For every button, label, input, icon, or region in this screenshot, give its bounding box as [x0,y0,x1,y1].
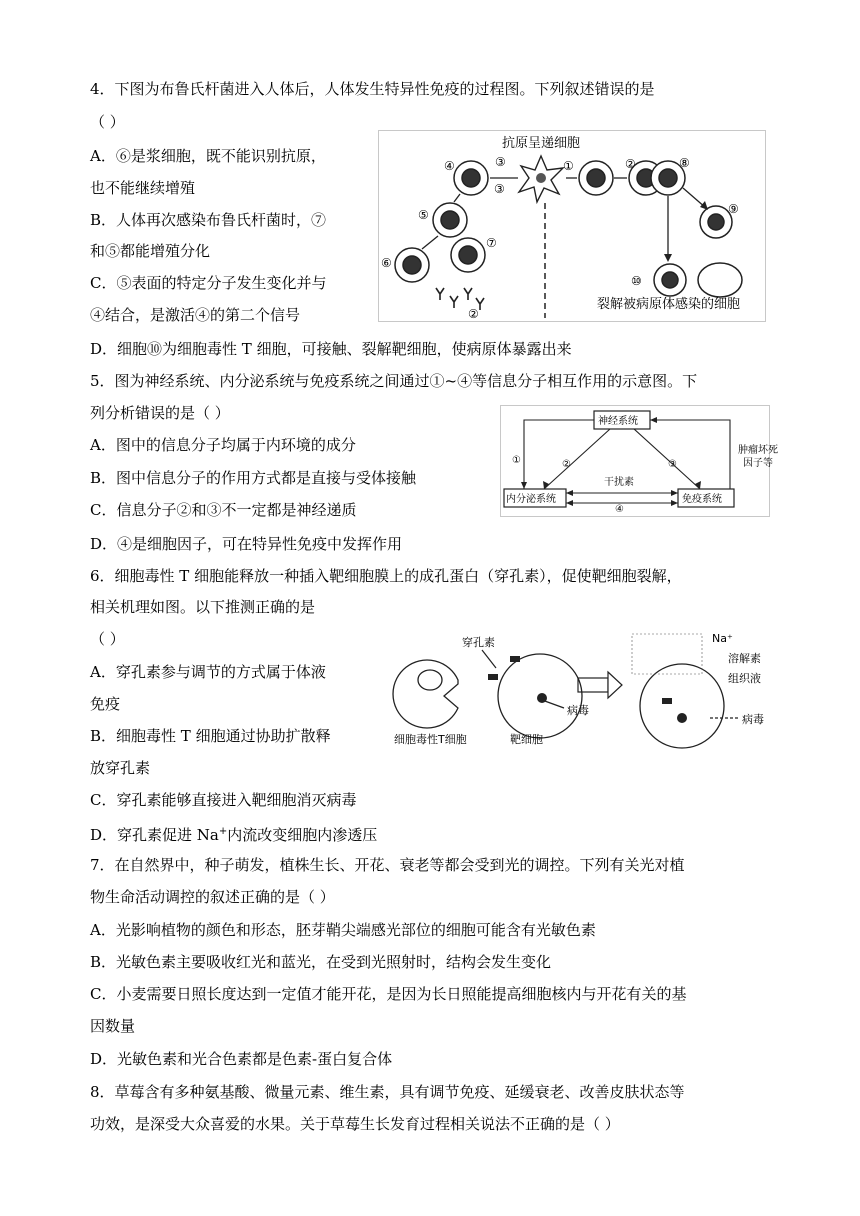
q5-option-d: D．④是细胞因子，可在特异性免疫中发挥作用 [90,535,403,553]
arrow-shape [578,678,608,692]
label-1: ① [563,159,574,173]
endocrine-label: 内分泌系统 [506,494,556,505]
label-9: ⑨ [728,202,739,216]
lysozyme-label: 溶解素 [728,652,761,665]
tcell-label: 细胞毒性T细胞 [394,733,467,746]
q6-option-c: C．穿孔素能够直接进入靶细胞消灭病毒 [90,791,357,809]
q4-option-c-line2: ④结合，是激活④的第二个信号 [90,306,301,324]
q8-stem-line1: 8．草莓含有多种氨基酸、微量元素、维生素，具有调节免疫、延缓衰老、改善皮肤状态等 [90,1083,685,1101]
virus2-label: 病毒 [742,713,764,726]
q5-option-a: A．图中的信息分子均属于内环境的成分 [90,436,356,454]
q7-option-c-line1: C．小麦需要日照长度达到一定值才能开花，是因为长日照能提高细胞核内与开花有关的基 [90,985,687,1003]
q6-stem-line2: 相关机理如图。以下推测正确的是 [90,598,316,616]
tnf-label-1: 肿瘤坏死 [738,445,778,456]
virus-label: 病毒 [567,704,589,717]
label-10: ⑩ [631,274,642,288]
q5-stem-line2: 列分析错误的是（ ） [90,404,230,422]
label-7: ⑦ [486,236,497,250]
q7-stem-line2: 物生命活动调控的叙述正确的是（ ） [90,888,335,906]
infected-cell [698,263,742,297]
na-label: Na⁺ [712,632,733,645]
q5-stem-line1: 5．图为神经系统、内分泌系统与免疫系统之间通过①~④等信息分子相互作用的示意图。下 [90,372,698,390]
perforin-figure [392,628,782,754]
label-5: ⑤ [418,208,429,222]
label-3: ③ [668,459,677,470]
q8-stem-line2: 功效，是深受大众喜爱的水果。关于草莓生长发育过程相关说法不正确的是（ ） [90,1115,620,1133]
label-2a: ② [625,157,636,171]
q5-option-c: C．信息分子②和③不一定都是神经递质 [90,501,357,519]
q6-option-b-line2: 放穿孔素 [90,759,151,777]
perforin-label: 穿孔素 [462,636,495,649]
q4-option-c-line1: C．⑤表面的特定分子发生变化并与 [90,274,327,292]
q7-stem-line1: 7．在自然界中，种子萌发，植株生长、开花、衰老等都会受到光的调控。下列有关光对植 [90,856,685,874]
q6-option-a-line2: 免疫 [90,695,121,713]
q4-option-b-line1: B．人体再次感染布鲁氏杆菌时，⑦ [90,211,327,229]
virus-dot [537,693,547,703]
interferon-label: 干扰素 [604,477,634,488]
target-label: 靶细胞 [510,733,543,746]
label-8: ⑧ [679,156,690,170]
label-2: ② [562,459,571,470]
immune-process-figure [378,130,766,326]
lysis-label: 裂解被病原体感染的细胞 [597,297,741,312]
q4-stem-line2: （ ） [90,113,125,131]
q6-stem-line1: 6．细胞毒性 T 细胞能释放一种插入靶细胞膜上的成孔蛋白（穿孔素），促使靶细胞裂解， [90,567,682,585]
q5-option-b: B．图中信息分子的作用方式都是直接与受体接触 [90,469,417,487]
q6-option-d: D．穿孔素促进 Na+内流改变细胞内渗透压 [90,826,378,844]
virus-dot-2 [677,713,687,723]
q4-option-a-line1: A．⑥是浆细胞，既不能识别抗原， [90,147,326,165]
label-3: ③ [495,155,506,169]
q4-option-d: D．细胞⑩为细胞毒性 T 细胞，可接触、裂解靶细胞，使病原体暴露出来 [90,340,572,358]
q6-option-a-line1: A．穿孔素参与调节的方式属于体液 [90,663,326,681]
q7-option-b: B．光敏色素主要吸收红光和蓝光，在受到光照射时，结构会发生变化 [90,953,552,971]
immune-label: 免疫系统 [682,494,722,505]
label-4: ④ [615,504,624,515]
q7-option-d: D．光敏色素和光合色素都是色素-蛋白复合体 [90,1050,393,1068]
label-3b: ③ [494,182,505,196]
label-4: ④ [444,159,455,173]
label-2: ② [468,307,479,321]
q7-option-a: A．光影响植物的颜色和形态，胚芽鞘尖端感光部位的细胞可能含有光敏色素 [90,921,596,939]
target-cell-after [640,664,724,748]
q7-option-c-line2: 因数量 [90,1017,136,1035]
nervous-label: 神经系统 [598,416,638,427]
q4-stem-line1: 4．下图为布鲁氏杆菌进入人体后，人体发生特异性免疫的过程图。下列叙述错误的是 [90,80,655,98]
label-6: ⑥ [381,256,392,270]
q6-option-b-line1: B．细胞毒性 T 细胞通过协助扩散释 [90,727,331,745]
apc-label: 抗原呈递细胞 [502,136,581,151]
tissue-fluid-label: 组织液 [728,672,761,685]
label-1: ① [512,455,521,466]
tnf-label-2: 因子等 [743,458,773,469]
system-interaction-figure [500,405,778,521]
q4-option-b-line2: 和⑤都能增殖分化 [90,242,211,260]
q4-option-a-line2: 也不能继续增殖 [90,179,196,197]
q6-stem-line3: （ ） [90,630,125,648]
